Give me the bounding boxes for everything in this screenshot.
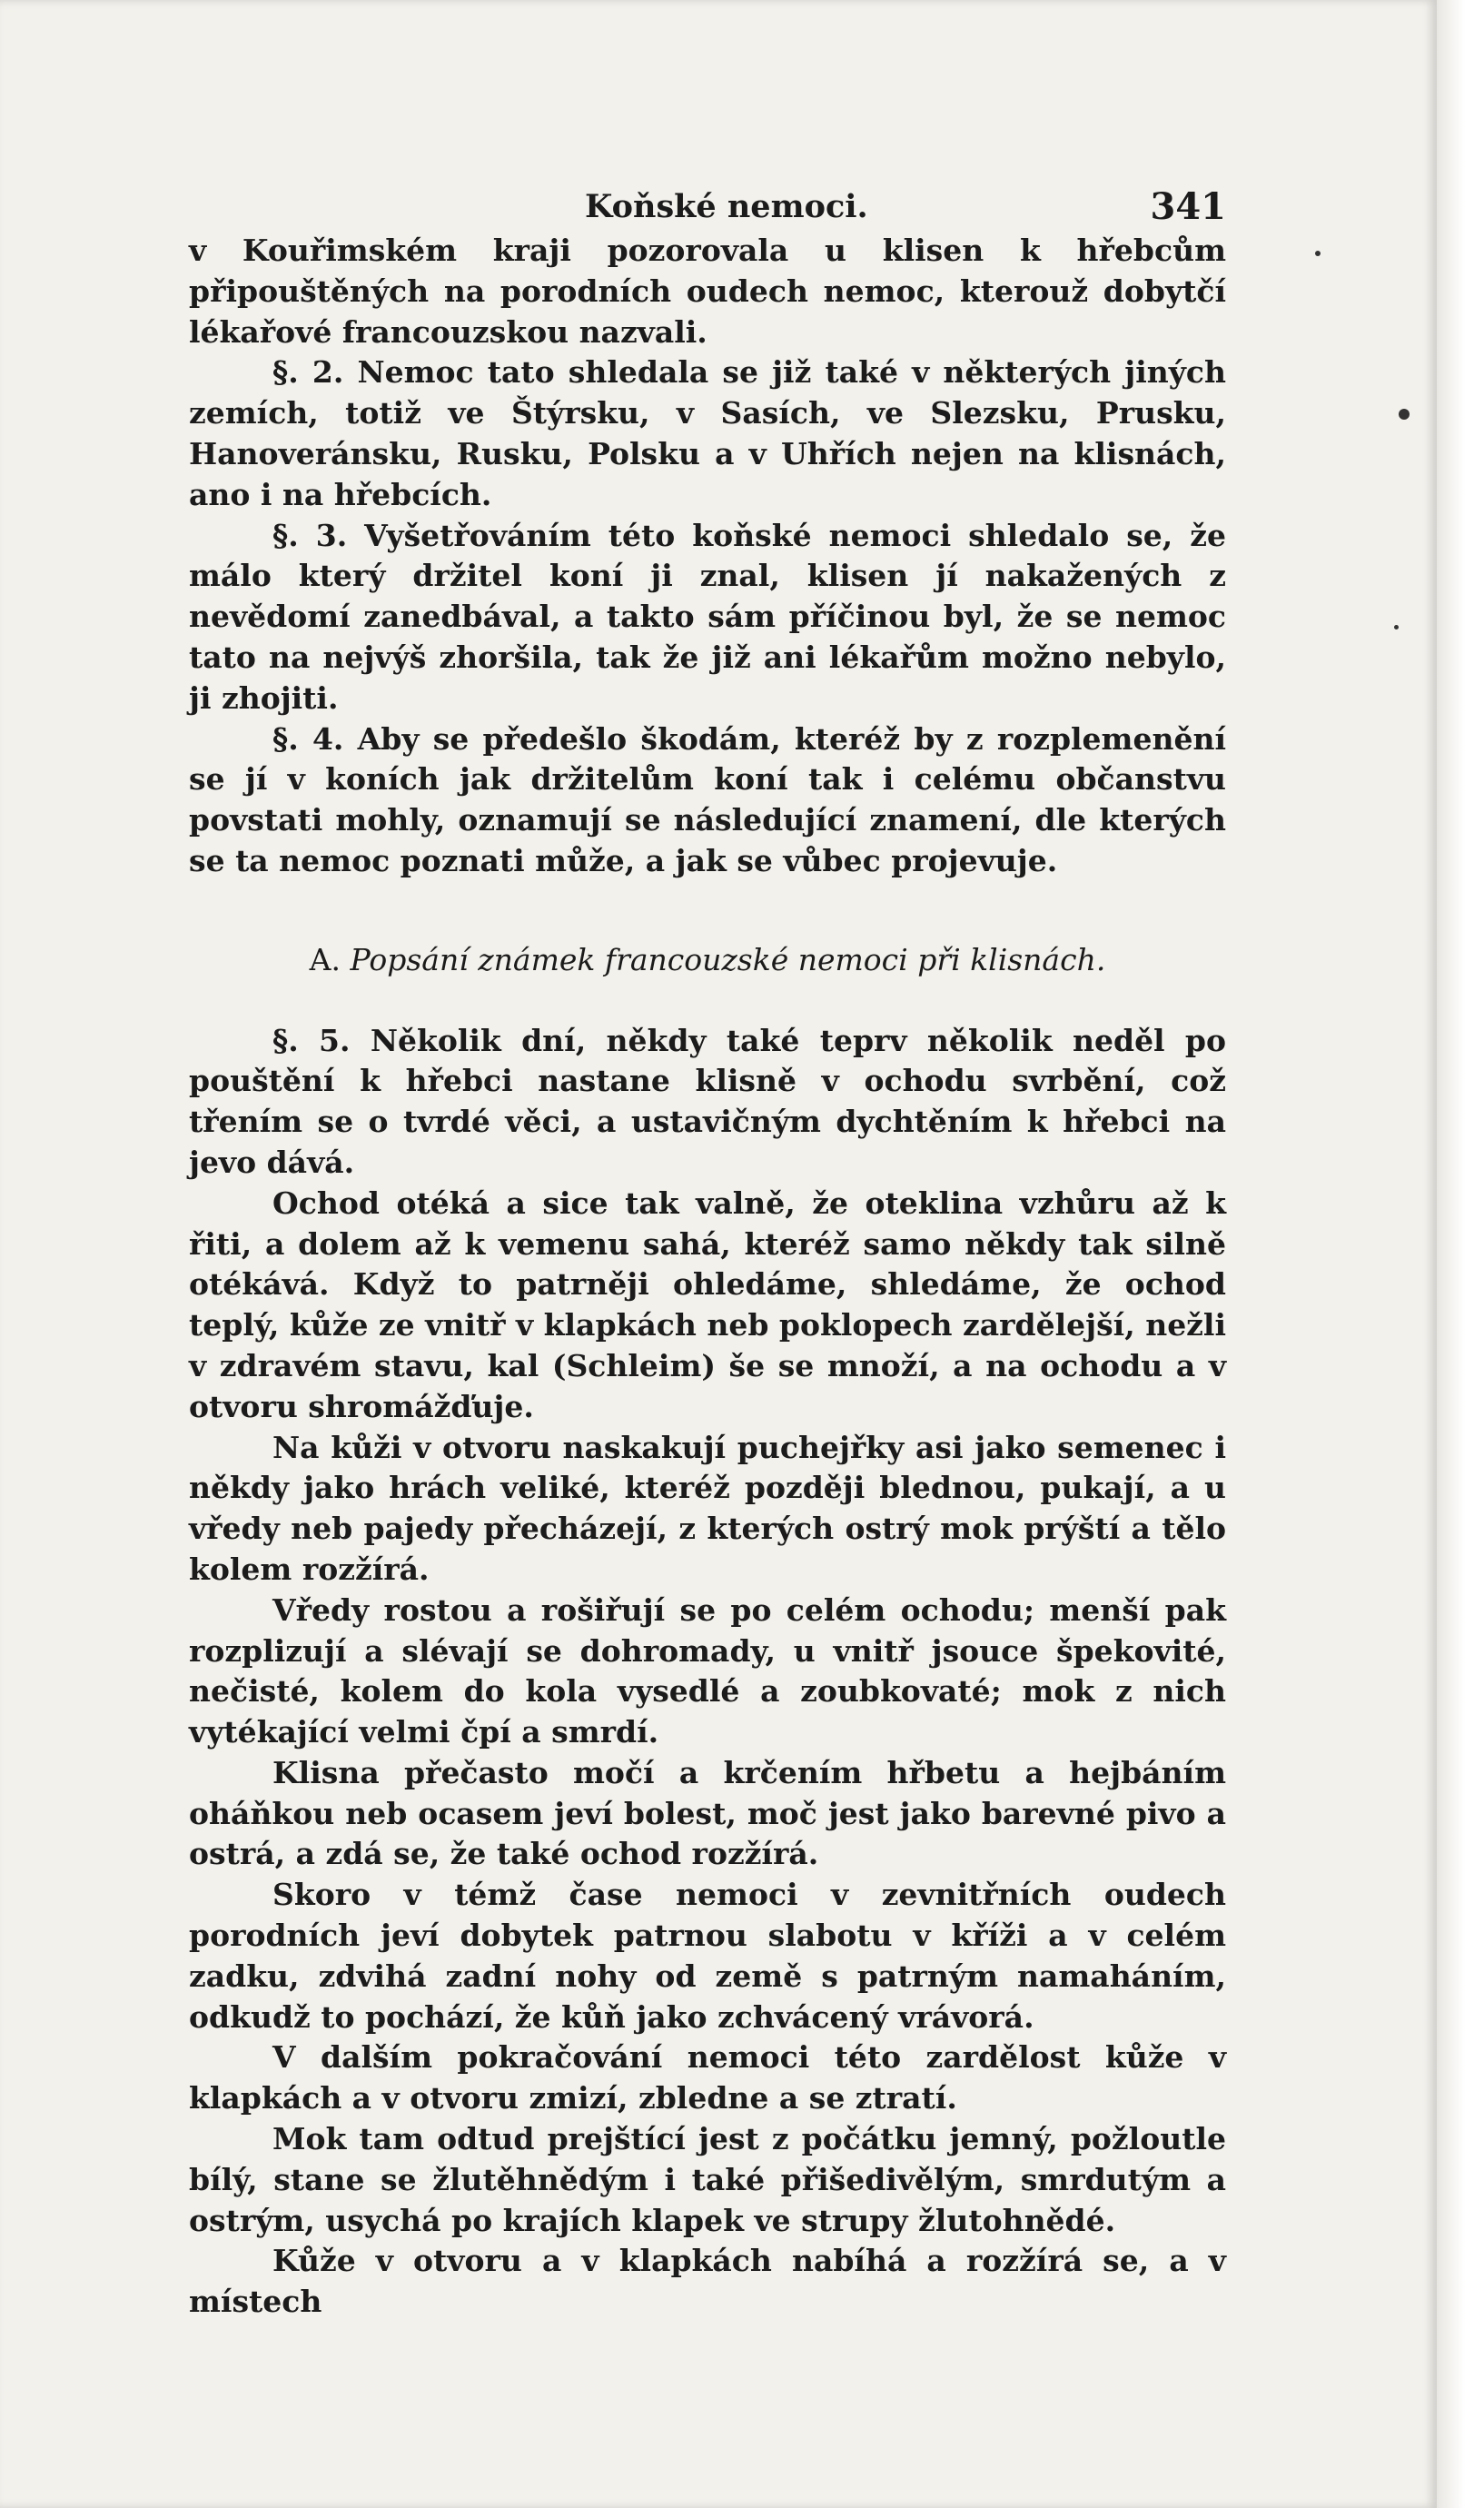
paragraph: Mok tam odtud prejštící jest z počátku jemný, požloutle bílý, stane se žlutěhnědým i také přišedivělým, smrdutým a ostrým, usychá po krajích klapek ve strupy žlutohnědé. bbox=[189, 2121, 1226, 2238]
paragraph-section-2: §. 2. Nemoc tato shledala se již také v některých jiných zemích, totiž ve Štýrsku, v Sasích, ve Slezsku, Prusku, Hanoveránsku, Rusku, Polsku a v Uhřích nejen na klisnách, ano i na hřebcích. bbox=[189, 354, 1226, 512]
paragraph: Kůže v otvoru a v klapkách nabíhá a rozžírá se, a v místech bbox=[189, 2243, 1226, 2320]
page-text bbox=[189, 187, 1226, 2323]
header-title: Koňské nemoci. bbox=[585, 188, 868, 225]
section-heading-letter: A. bbox=[309, 941, 341, 977]
paragraph: Ochod otéká a sice tak valně, že oteklina vzhůru až k řiti, a dolem až k vemenu sahá, kteréž samo někdy tak silně otékává. Když to patrněji ohledáme, shledáme, že ochod teplý, kůže ze vnitř v klapkách neb poklopech zardělejší, nežli v zdravém stavu, kal (Schleim) še se množí, a na ochodu a v otvoru shromážďuje. bbox=[189, 1185, 1226, 1424]
ink-speck bbox=[1394, 625, 1399, 629]
paragraph: Klisna přečasto močí a krčením hřbetu a hejbáním oháňkou neb ocasem jeví bolest, moč jest jako barevné pivo a ostrá, a zdá se, že také ochod rozžírá. bbox=[189, 1754, 1226, 1872]
section-heading bbox=[189, 940, 1226, 981]
section-heading-title: Popsání známek francouzské nemoci při klisnách. bbox=[350, 941, 1106, 977]
paragraph: Na kůži v otvoru naskakují puchejřky asi jako semenec i někdy jako hrách veliké, kteréž později blednou, pukají, a u vředy neb pajedy přecházejí, z kterých ostrý mok prýští a tělo kolem rozžírá. bbox=[189, 1429, 1226, 1587]
ink-speck bbox=[1399, 409, 1410, 420]
paragraph-continuation: v Kouřimském kraji pozorovala u klisen k hřebcům připouštěných na porodních oudech nemoc, kterouž dobytčí lékařové francouzskou nazvali. bbox=[189, 233, 1226, 350]
paragraph: Skoro v témž čase nemoci v zevnitřních oudech porodních jeví dobytek patrnou slabotu v kříži a v celém zadku, zdvihá zadní nohy od země s patrným namaháním, odkudž to pochází, že kůň jako zchvácený vrávorá. bbox=[189, 1877, 1226, 2035]
running-header bbox=[189, 187, 1226, 231]
paragraph: Vředy rostou a rošiřují se po celém ochodu; menší pak rozplizují a slévají se dohromady, u vnitř jsouce špekovité, nečisté, kolem do kola vysedlé a zoubkovaté; mok z nich vytékající velmi čpí a smrdí. bbox=[189, 1591, 1226, 1750]
page-edge bbox=[1437, 0, 1484, 2508]
ink-speck bbox=[1315, 251, 1321, 256]
paragraph: V dalším pokračování nemoci této zardělost kůže v klapkách a v otvoru zmizí, zbledne a se ztratí. bbox=[189, 2039, 1226, 2116]
paragraph-section-3: §. 3. Vyšetřováním této koňské nemoci shledalo se, že málo který držitel koní ji znal, klisen jí nakažených z nevědomí zanedbával, a takto sám příčinou byl, že se nemoc tato na nejvýš zhoršila, tak že již ani lékařům možno nebylo, ji zhojiti. bbox=[189, 517, 1226, 716]
paragraph-section-5: §. 5. Několik dní, někdy také teprv několik neděl po pouštění k hřebci nastane klisně v ochodu svrbění, což třením se o tvrdé věci, a ustavičným dychtěním k hřebci na jevo dává. bbox=[189, 1022, 1226, 1180]
page-number: 341 bbox=[1150, 185, 1226, 228]
paragraph-section-4: §. 4. Aby se předešlo škodám, kteréž by z rozplemenění se jí v koních jak držitelům koní tak i celému občanstvu povstati mohly, oznamují se následující znamení, dle kterých se ta nemoc poznati může, a jak se vůbec projevuje. bbox=[189, 720, 1226, 878]
